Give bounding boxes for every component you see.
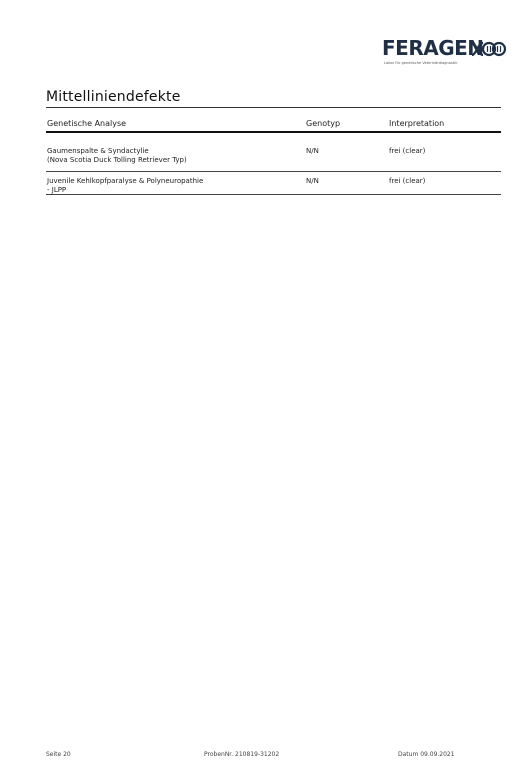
row-analysis-line1: Gaumenspalte & Syndactylie	[47, 147, 149, 155]
table-row	[46, 133, 501, 172]
row-interpretation: frei (clear)	[389, 147, 426, 155]
footer-page-number: Seite 20	[46, 751, 71, 758]
row-analysis-line1: Juvenile Kehlkopfparalyse & Polyneuropathie	[47, 177, 204, 185]
feragen-logo	[380, 36, 510, 70]
row-interpretation: frei (clear)	[389, 177, 426, 185]
results-table	[46, 114, 501, 195]
row-genotype: N/N	[306, 147, 319, 155]
header-analysis: Genetische Analyse	[47, 119, 127, 128]
title-divider	[46, 107, 501, 108]
section-title: Mittelliniendefekte	[46, 89, 181, 105]
footer-date: Datum 09.09.2021	[398, 751, 455, 758]
footer-sample-number: ProbenNr. 210819-31202	[204, 751, 280, 758]
logo-wordmark: FERAGEN	[382, 36, 484, 60]
row-analysis-line2: - JLPP	[47, 185, 67, 194]
row-analysis	[47, 147, 187, 164]
table-row	[46, 172, 501, 195]
dna-infinity-icon	[470, 39, 506, 59]
header-interpretation: Interpretation	[389, 119, 445, 128]
header-genotype: Genotyp	[306, 119, 341, 128]
logo-tagline: Labor für genetische Veterinärdiagnostik	[384, 61, 458, 65]
table-header	[46, 114, 501, 133]
row-genotype: N/N	[306, 177, 319, 185]
row-analysis	[47, 177, 203, 194]
row-analysis-line2: (Nova Scotia Duck Tolling Retriever Typ)	[47, 155, 187, 164]
